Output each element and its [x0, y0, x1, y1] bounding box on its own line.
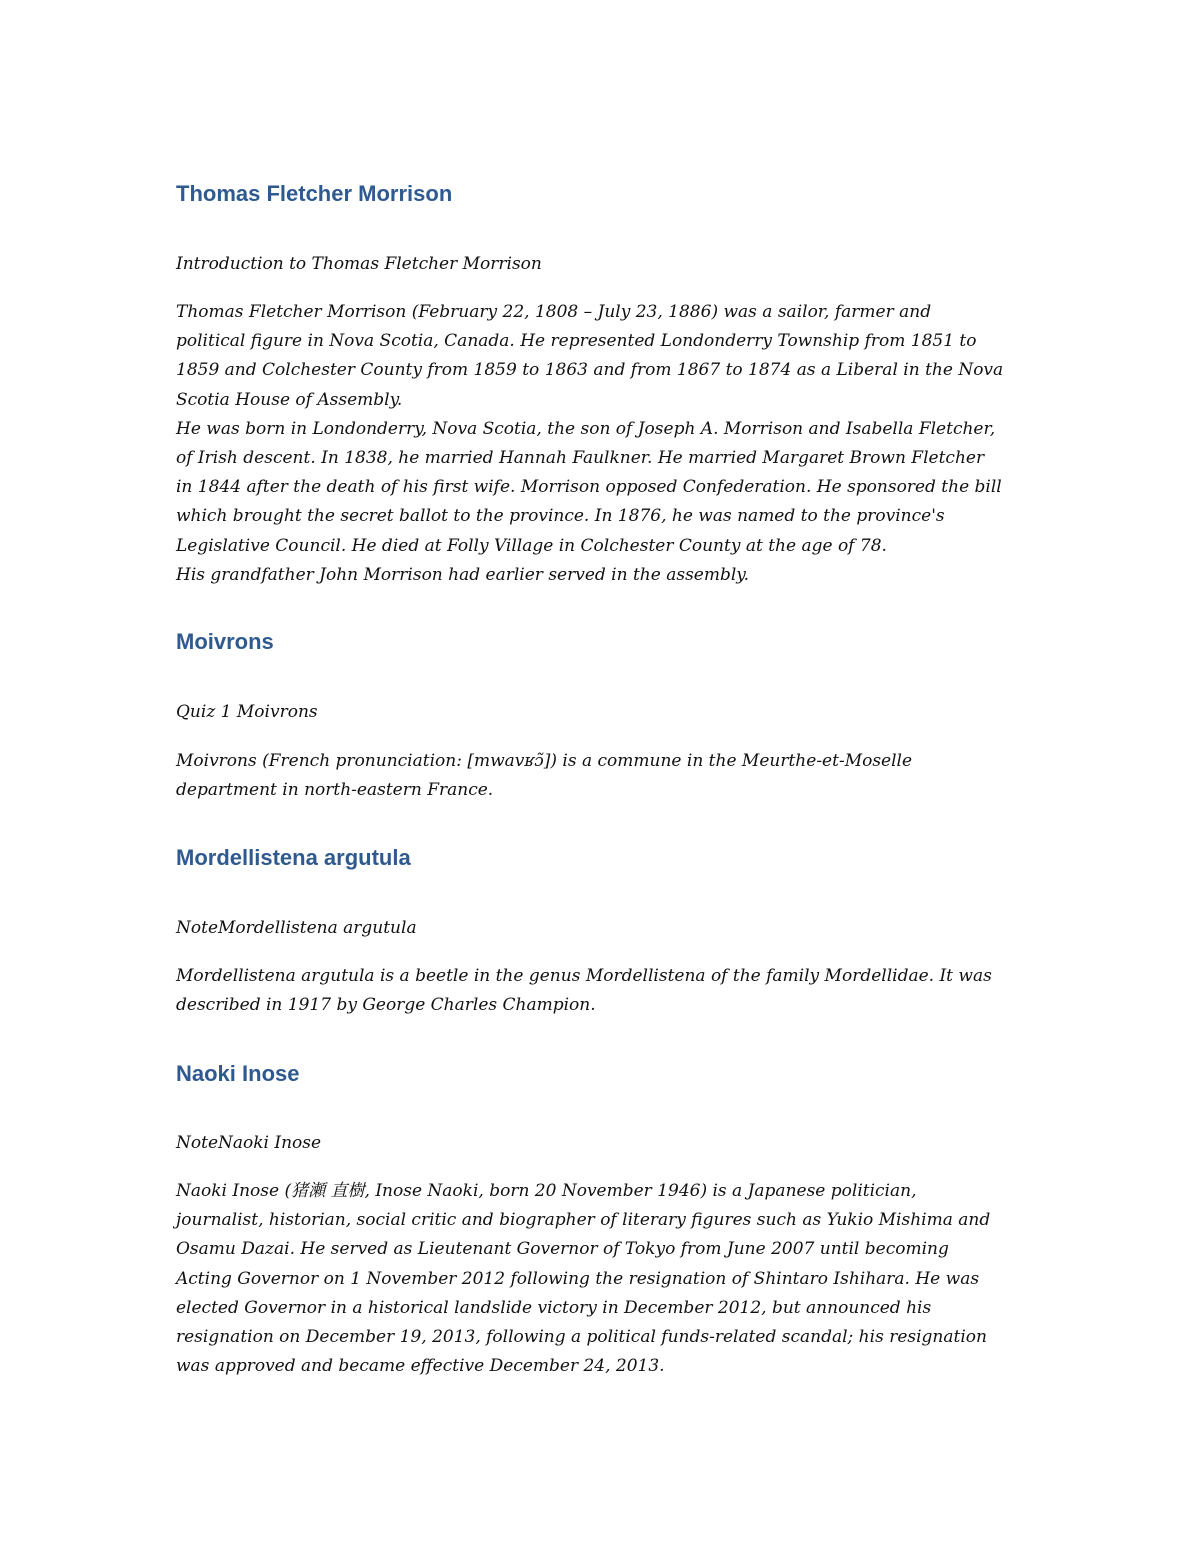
section-title-moivrons: Moivrons: [176, 629, 274, 654]
section-subtitle-thomas-fletcher-morrison: Introduction to Thomas Fletcher Morrison: [176, 254, 542, 274]
section-subtitle-mordellistena-argutula: NoteMordellistena argutula: [176, 918, 417, 938]
section-subtitle-naoki-inose: NoteNaoki Inose: [176, 1133, 322, 1153]
section-title-thomas-fletcher-morrison: Thomas Fletcher Morrison: [176, 181, 453, 206]
section-body-moivrons: Moivrons (French pronunciation: [mwavʁɔ̃]) is a commune in the Meurthe-et-Moselle department in north-eastern France.: [176, 751, 913, 801]
section-body-thomas-fletcher-morrison: Thomas Fletcher Morrison (February 22, 1808 – July 23, 1886) was a sailor, farmer and political figure in Nova Scotia, Canada. He represented Londonderry Township from 1851 to 1859 and Colchester County from 1859 to 1863 and from 1867 to 1874 as a Liberal in the Nova Scotia House of Assembly. He was born in Londonderry, Nova Scotia, the son of Joseph A. Morrison and Isabella Fletcher, of Irish descent. In 1838, he married Hannah Faulkner. He married Margaret Brown Fletcher in 1844 after the death of his first wife. Morrison opposed Confederation. He sponsored the bill which brought the secret ballot to the province. In 1876, he was named to the province's Legislative Council. He died at Folly Village in Colchester County at the age of 78. His grandfather John Morrison had earlier served in the assembly.: [176, 302, 1004, 585]
section-subtitle-moivrons: Quiz 1 Moivrons: [176, 702, 318, 722]
section-title-naoki-inose: Naoki Inose: [176, 1061, 300, 1086]
section-body-naoki-inose: Naoki Inose (猪瀬 直樹, Inose Naoki, born 20 November 1946) is a Japanese politician, journalist, historian, social critic and biographer of literary figures such as Yukio Mishima and Osamu Dazai. He served as Lieutenant Governor of Tokyo from June 2007 until becoming Acting Governor on 1 November 2012 following the resignation of Shintaro Ishihara. He was elected Governor in a historical landslide victory in December 2012, but announced his resignation on December 19, 2013, following a political funds-related scandal; his resignation was approved and became effective December 24, 2013.: [176, 1181, 991, 1377]
section-body-mordellistena-argutula: Mordellistena argutula is a beetle in the genus Mordellistena of the family Mordellidae. It was described in 1917 by George Charles Champion.: [176, 966, 992, 1016]
section-title-mordellistena-argutula: Mordellistena argutula: [176, 845, 411, 870]
